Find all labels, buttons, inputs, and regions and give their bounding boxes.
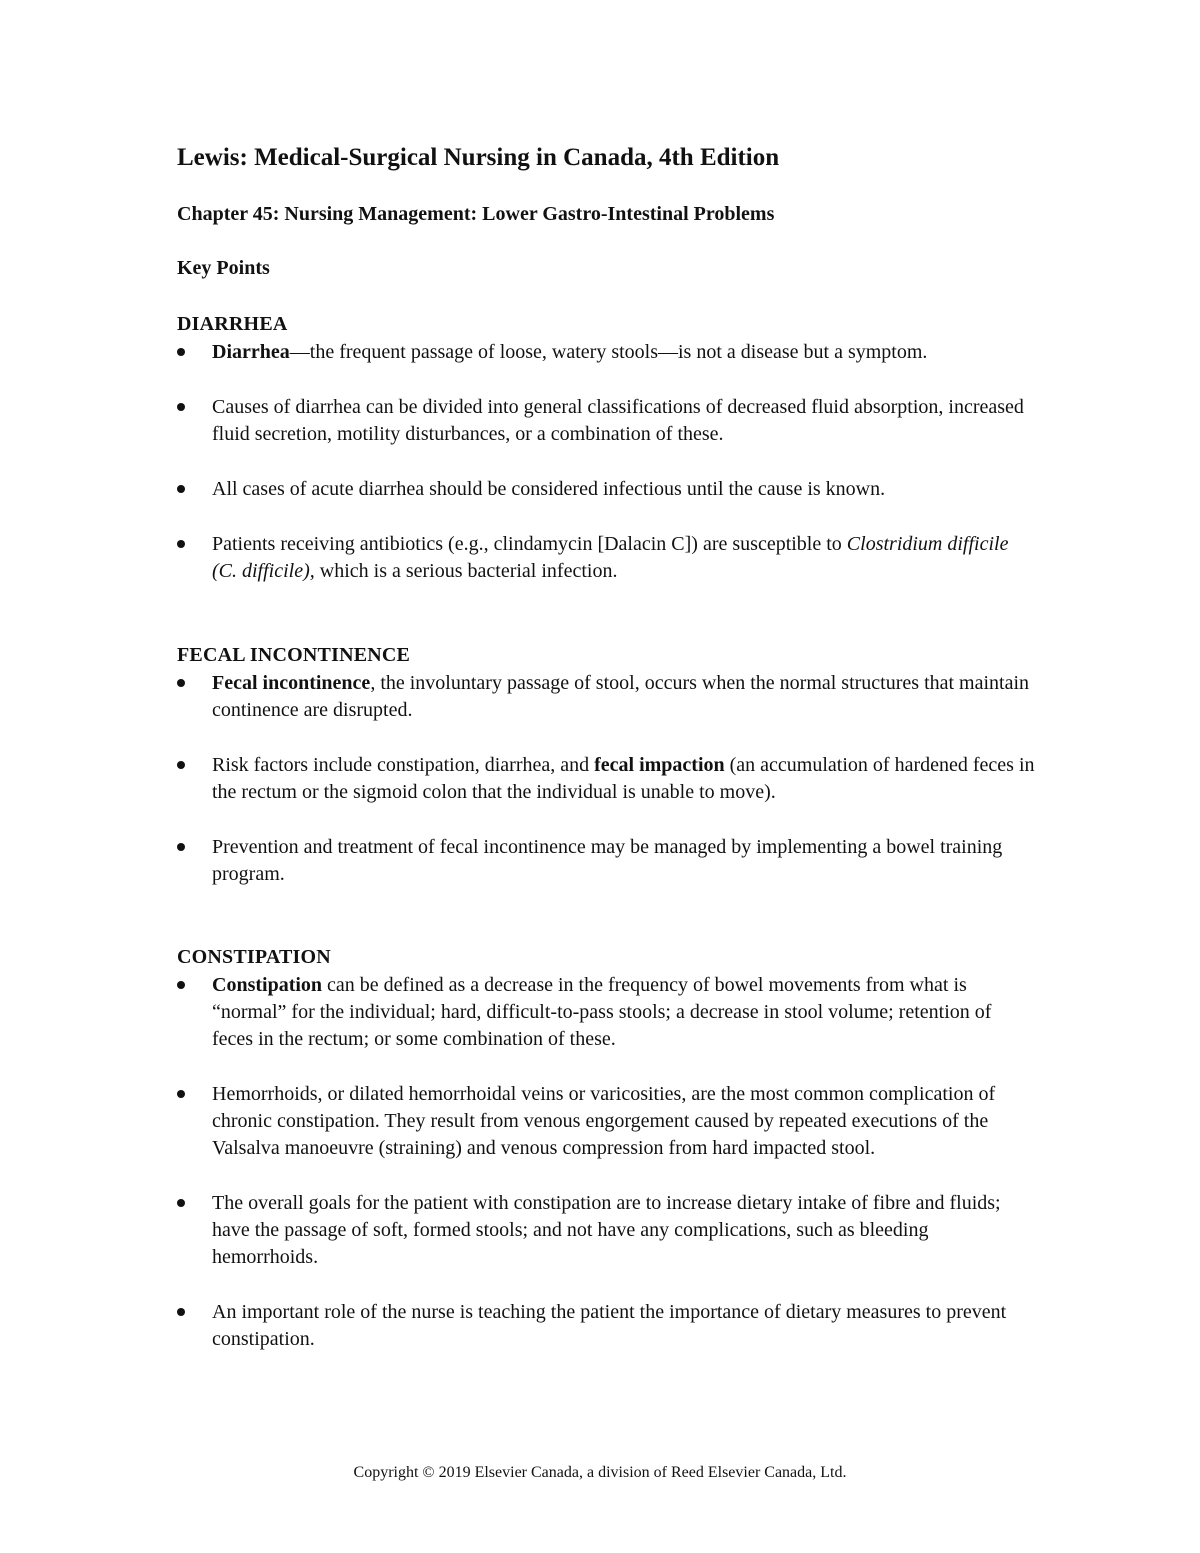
bullet-icon — [177, 679, 185, 687]
bullet-icon — [177, 348, 185, 356]
bullet-icon — [177, 843, 185, 851]
book-title: Lewis: Medical-Surgical Nursing in Canada, 4th Edition — [177, 144, 780, 171]
bullet-text: , the involuntary passage of stool, occurs when the normal structures that maintain continence are disrupted. — [212, 672, 1030, 721]
bullet-icon — [177, 981, 185, 989]
organism-name: Clostridium difficile (C. difficile), — [212, 533, 1009, 582]
bullet-text: All cases of acute diarrhea should be considered infectious until the cause is known. — [212, 478, 886, 500]
bullet-icon — [177, 1090, 185, 1098]
bullet-item — [177, 1190, 1037, 1271]
bullet-icon — [177, 1308, 185, 1316]
section-heading-diarrhea: DIARRHEA — [177, 313, 288, 335]
bullet-text: The overall goals for the patient with constipation are to increase dietary intake of fibre and fluids; have the passage of soft, formed stools; and not have any complications, such as bleeding hemorrhoids. — [212, 1192, 1001, 1268]
bullet-text: —the frequent passage of loose, watery stools—is not a disease but a symptom. — [289, 341, 928, 363]
bullet-text: (an accumulation of hardened feces in the rectum or the sigmoid colon that the individual is unable to move). — [212, 754, 1035, 803]
bullet-item — [177, 394, 1037, 448]
bullet-item — [177, 752, 1037, 806]
bullet-item — [177, 834, 1037, 888]
section-heading-constipation: CONSTIPATION — [177, 946, 331, 968]
key-points-label: Key Points — [177, 257, 270, 279]
bullet-text: which is a serious bacterial infection. — [314, 560, 618, 582]
bullet-item — [177, 1299, 1037, 1353]
bullet-item — [177, 531, 1037, 585]
bullet-item — [177, 476, 1037, 503]
fecal-incontinence-bullet-list — [177, 670, 1037, 888]
bullet-text: Patients receiving antibiotics (e.g., clindamycin [Dalacin C]) are susceptible to — [212, 533, 847, 555]
copyright-footer: Copyright © 2019 Elsevier Canada, a division of Reed Elsevier Canada, Ltd. — [353, 1464, 847, 1481]
term: Diarrhea — [212, 341, 290, 363]
bullet-item — [177, 670, 1037, 724]
term: fecal impaction — [594, 754, 725, 776]
section-heading-fecal-incontinence: FECAL INCONTINENCE — [177, 644, 411, 666]
bullet-icon — [177, 485, 185, 493]
diarrhea-bullet-list — [177, 339, 1037, 585]
bullet-icon — [177, 403, 185, 411]
term: Constipation — [212, 974, 323, 996]
bullet-icon — [177, 540, 185, 548]
constipation-bullet-list — [177, 972, 1037, 1353]
bullet-text: An important role of the nurse is teaching the patient the importance of dietary measures to prevent constipation. — [212, 1301, 1007, 1350]
bullet-item — [177, 339, 1037, 366]
term: Fecal incontinence — [212, 672, 371, 694]
chapter-title: Chapter 45: Nursing Management: Lower Gastro-Intestinal Problems — [177, 203, 775, 225]
bullet-text: can be defined as a decrease in the frequency of bowel movements from what is “normal” for the individual; hard, difficult-to-pass stools; a decrease in stool volume; retention of feces in the rectum; or some combination of these. — [212, 974, 992, 1050]
bullet-icon — [177, 761, 185, 769]
bullet-text: Causes of diarrhea can be divided into general classifications of decreased fluid absorption, increased fluid secretion, motility disturbances, or a combination of these. — [212, 396, 1024, 445]
bullet-text: Prevention and treatment of fecal incontinence may be managed by implementing a bowel training program. — [212, 836, 1003, 885]
bullet-text: Risk factors include constipation, diarrhea, and — [212, 754, 595, 776]
bullet-text: Hemorrhoids, or dilated hemorrhoidal veins or varicosities, are the most common complication of chronic constipation. They result from venous engorgement caused by repeated executions of the Valsalva manoeuvre (straining) and venous compression from hard impacted stool. — [212, 1083, 996, 1159]
bullet-item — [177, 972, 1037, 1053]
bullet-item — [177, 1081, 1037, 1162]
bullet-icon — [177, 1199, 185, 1207]
